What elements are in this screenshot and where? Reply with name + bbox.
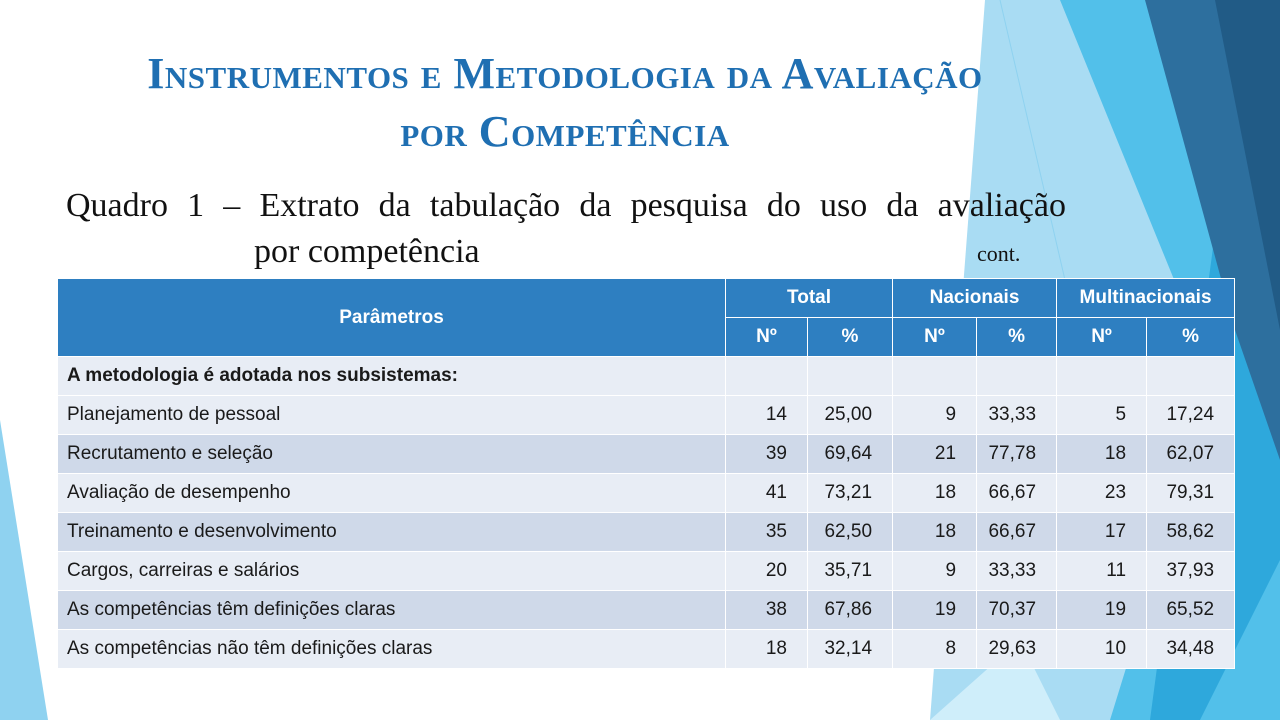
empty-cell [977,357,1057,396]
slide-title-line-2: por Competência [400,107,730,156]
header-group-total: Total [726,279,893,318]
data-table [57,278,1235,669]
row-label: Recrutamento e seleção [58,435,726,474]
empty-cell [1057,357,1147,396]
table-row [58,474,1235,513]
cell-multinacionais-num: 17 [1057,513,1147,552]
cell-nacionais-num: 21 [893,435,977,474]
cell-multinacionais-pct: 79,31 [1147,474,1235,513]
table-caption-line-2: por competência [254,233,480,270]
table-caption-line-1: Quadro 1 – Extrato da tabulação da pesquisa do uso da avaliação [66,187,1066,224]
cell-multinacionais-num: 18 [1057,435,1147,474]
cell-multinacionais-pct: 34,48 [1147,630,1235,669]
cell-total-pct: 25,00 [808,396,893,435]
cell-total-pct: 32,14 [808,630,893,669]
cell-total-pct: 73,21 [808,474,893,513]
empty-cell [1147,357,1235,396]
row-label: As competências têm definições claras [58,591,726,630]
header-total-num: Nº [726,318,808,357]
cell-nacionais-pct: 66,67 [977,474,1057,513]
cell-total-num: 38 [726,591,808,630]
cell-multinacionais-num: 19 [1057,591,1147,630]
cell-nacionais-pct: 29,63 [977,630,1057,669]
cell-multinacionais-pct: 65,52 [1147,591,1235,630]
cell-total-pct: 35,71 [808,552,893,591]
cell-total-pct: 69,64 [808,435,893,474]
slide-title-line-1: Instrumentos e Metodologia da Avaliação [147,49,983,98]
table-row [58,552,1235,591]
cell-nacionais-num: 18 [893,474,977,513]
header-group-nacionais: Nacionais [893,279,1057,318]
cell-nacionais-pct: 70,37 [977,591,1057,630]
row-label: Treinamento e desenvolvimento [58,513,726,552]
continued-label: cont. [977,241,1021,266]
table-row [58,591,1235,630]
cell-nacionais-num: 9 [893,552,977,591]
cell-multinacionais-num: 23 [1057,474,1147,513]
cell-nacionais-pct: 66,67 [977,513,1057,552]
cell-nacionais-num: 18 [893,513,977,552]
header-multinacionais-num: Nº [1057,318,1147,357]
header-nacionais-num: Nº [893,318,977,357]
bg-shape-left [0,420,48,720]
cell-nacionais-pct: 33,33 [977,396,1057,435]
cell-multinacionais-pct: 58,62 [1147,513,1235,552]
cell-total-num: 18 [726,630,808,669]
header-multinacionais-pct: % [1147,318,1235,357]
cell-total-pct: 62,50 [808,513,893,552]
row-label: Cargos, carreiras e salários [58,552,726,591]
cell-nacionais-pct: 33,33 [977,552,1057,591]
table-row [58,435,1235,474]
cell-multinacionais-pct: 62,07 [1147,435,1235,474]
row-label: Planejamento de pessoal [58,396,726,435]
cell-multinacionais-num: 5 [1057,396,1147,435]
section-row [58,357,1235,396]
header-nacionais-pct: % [977,318,1057,357]
cell-total-pct: 67,86 [808,591,893,630]
cell-multinacionais-pct: 17,24 [1147,396,1235,435]
cell-total-num: 41 [726,474,808,513]
cell-nacionais-num: 19 [893,591,977,630]
empty-cell [893,357,977,396]
row-label: Avaliação de desempenho [58,474,726,513]
section-label: A metodologia é adotada nos subsistemas: [58,357,726,396]
header-total-pct: % [808,318,893,357]
header-group-multinacionais: Multinacionais [1057,279,1235,318]
cell-total-num: 35 [726,513,808,552]
table-row [58,630,1235,669]
cell-nacionais-num: 9 [893,396,977,435]
cell-nacionais-num: 8 [893,630,977,669]
table-row [58,513,1235,552]
cell-total-num: 20 [726,552,808,591]
cell-multinacionais-num: 11 [1057,552,1147,591]
cell-multinacionais-pct: 37,93 [1147,552,1235,591]
row-label: As competências não têm definições claras [58,630,726,669]
header-parametros: Parâmetros [58,279,726,357]
empty-cell [808,357,893,396]
cell-multinacionais-num: 10 [1057,630,1147,669]
table-row [58,396,1235,435]
cell-nacionais-pct: 77,78 [977,435,1057,474]
cell-total-num: 39 [726,435,808,474]
cell-total-num: 14 [726,396,808,435]
empty-cell [726,357,808,396]
